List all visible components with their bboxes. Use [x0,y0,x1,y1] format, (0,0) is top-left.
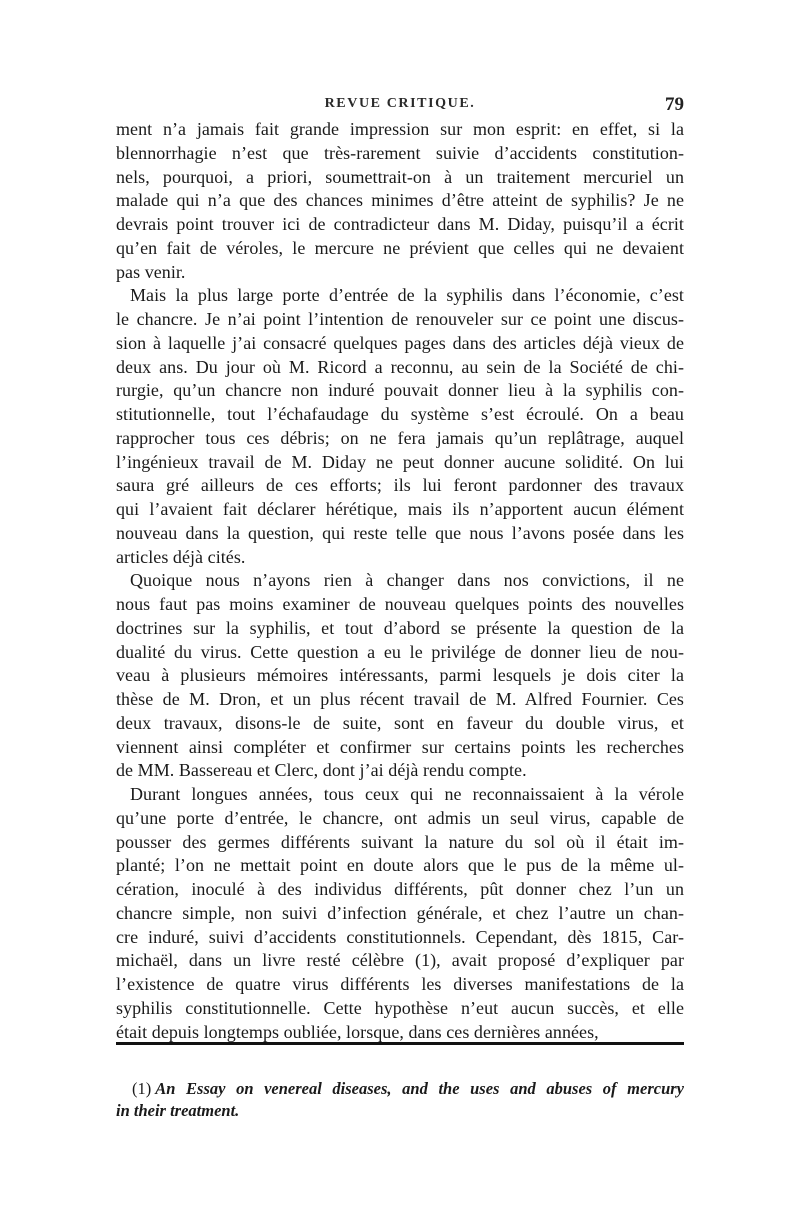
text-line: veau à plusieurs mémoires intéressants, parmi lesquels je dois citer la [116,665,684,686]
text-line: pousser des germes différents suivant la nature du sol où il était im- [116,831,684,852]
footnote-line-1 [116,1078,684,1100]
text-line: sion à laquelle j’ai consacré quelques pages dans des articles déjà vieux de [116,332,684,353]
paragraph [116,783,684,1044]
text-line: planté; l’on ne mettait point en doute alors que le pus de la même ul- [116,855,684,876]
running-title: REVUE CRITIQUE. [324,96,476,111]
text-line: qui l’avaient fait déclarer hérétique, mais ils n’apportent aucun élément [116,499,684,519]
text-line: de MM. Bassereau et Clerc, dont j’ai déjà rendu compte. [116,760,527,781]
text-line: thèse de M. Dron, et un plus récent travail de M. Alfred Fournier. Ces [116,689,684,709]
text-line: doctrines sur la syphilis, et tout d’abord se présente la question de la [116,617,684,638]
text-line: cération, inoculé à des individus différents, pût donner chez l’un un [116,879,684,899]
text-line: deux ans. Du jour où M. Ricord a reconnu, au sein de la Société de chi- [116,356,684,377]
footnote-rule [116,1042,684,1045]
text-line: rapprocher tous ces débris; on ne fera jamais qu’un replâtrage, auquel [116,427,684,448]
text-line: blennorrhagie n’est que très-rarement suivie d’accidents constitution- [116,142,684,163]
text-line: saura gré ailleurs de ces efforts; ils lui feront pardonner des travaux [116,475,684,496]
text-line: qu’une porte d’entrée, le chancre, ont admis un seul virus, capable de [116,807,684,828]
text-line: cre induré, suivi d’accidents constitutionnels. Cependant, dès 1815, Car- [116,926,684,947]
text-line: l’existence de quatre virus différents les diverses manifestations de la [116,974,684,994]
text-line: articles déjà cités. [116,546,246,567]
text-line: le chancre. Je n’ai point l’intention de renouveler sur ce point une discus- [116,309,684,329]
page-number: 79 [665,94,684,115]
text-line: dualité du virus. Cette question a eu le privilége de donner lieu de nou- [116,641,684,662]
text-line: ment n’a jamais fait grande impression sur mon esprit: en effet, si la [116,119,684,139]
text-line: malade qui n’a que des chances minimes d’être atteint de syphilis? Je ne [116,190,684,211]
text-line: Quoique nous n’ayons rien à changer dans nos convictions, il ne [130,570,684,591]
text-line: était depuis longtemps oubliée, lorsque, dans ces dernières années, [116,1021,599,1042]
text-line: nous faut pas moins examiner de nouveau quelques points des nouvelles [116,594,684,614]
text-line: Durant longues années, tous ceux qui ne reconnaissaient à la vérole [130,784,684,804]
text-line: devrais point trouver ici de contradicteur dans M. Diday, puisqu’il a écrit [116,214,684,234]
text-line: viennent ainsi compléter et confirmer sur certains points les recherches [116,736,684,757]
footnote-text-1: An Essay on venereal diseases, and the uses and abuses of mercury [155,1079,684,1098]
footnote-line-2 [116,1100,684,1122]
paragraph [116,569,684,783]
text-line: stitutionnelle, tout l’échafaudage du système s’est écroulé. On a beau [116,404,684,424]
text-line: Mais la plus large porte d’entrée de la syphilis dans l’économie, c’est [130,285,684,306]
text-line: chancre simple, non suivi d’infection générale, et chez l’autre un chan- [116,902,684,923]
text-line: qu’en fait de véroles, le mercure ne prévient que celles qui ne devaient [116,237,684,258]
running-head [116,96,684,120]
footnote [116,1078,684,1122]
paragraph [116,118,684,284]
text-line: pas venir. [116,261,186,282]
text-line: l’ingénieux travail de M. Diday ne peut donner aucune solidité. On lui [116,451,684,472]
text-line: nels, pourquoi, a priori, soumettrait-on à un traitement mercuriel un [116,166,684,187]
text-line: deux travaux, disons-le de suite, sont en faveur du double virus, et [116,712,684,733]
footnote-marker: (1) [132,1079,152,1098]
paragraph [116,284,684,569]
text-line: syphilis constitutionnelle. Cette hypothèse n’eut aucun succès, et elle [116,997,684,1018]
body-text [116,118,684,1044]
text-line: nouveau dans la question, qui reste telle que nous l’avons posée dans les [116,522,684,543]
text-line: rurgie, qu’un chancre non induré pouvait donner lieu à la syphilis con- [116,380,684,401]
footnote-text-2: in their treatment. [116,1101,240,1120]
text-line: michaël, dans un livre resté célèbre (1), avait proposé d’expliquer par [116,950,684,971]
